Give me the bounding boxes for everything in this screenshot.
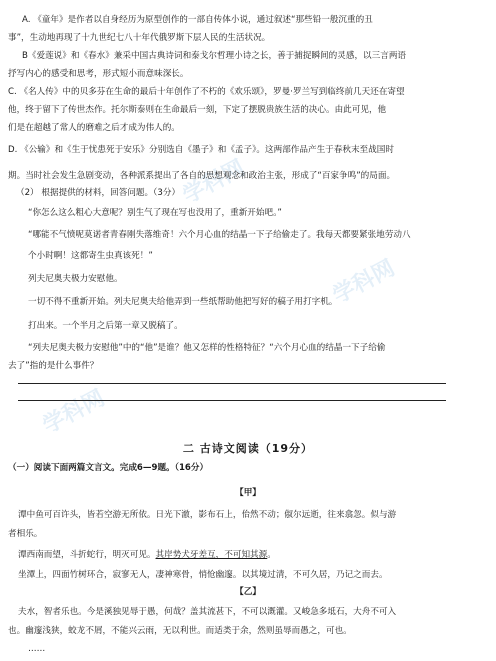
- answer-line[interactable]: [18, 400, 446, 401]
- option-d-line2: 期。当时社会发生急剧变动，各种派系提出了各自的思想观念和政治主张，形成了“百家争鸣”的局面。: [8, 171, 396, 181]
- section-subtitle: （一）阅读下面两篇文言文。完成6—9题。（16分）: [8, 463, 209, 473]
- watermark: 学科网: [38, 385, 109, 439]
- option-a-line1: A. 《童年》是作者以自身经历为原型创作的一部自传体小说，通过叙述“那些铅一般沉重的丑: [22, 15, 373, 25]
- classical-text-line: 也。幽邃浅狭，蛟龙不屑，不能兴云雨，无以利世。而适类于余，然则虽辱而愚之，可也。: [8, 626, 352, 636]
- option-b-line1: B《爱莲说》和《春水》兼采中国古典诗词和泰戈尔哲理小诗之长，善于捕捉瞬间的灵感，以三言两语: [22, 51, 407, 61]
- passage-label-yi: 【乙】: [235, 587, 261, 597]
- passage-line: 一切不得不重新开始。列夫尼奥夫给他弄到一些纸帮助他把写好的稿子用打字机。: [28, 297, 338, 307]
- passage-line: 列夫尼奥夫极力安慰他。: [28, 274, 123, 284]
- classical-text-segment: 。: [267, 550, 276, 560]
- section-title: 二 古诗文阅读（19分）: [182, 442, 314, 455]
- question-prompt: （2） 根据提供的材料，回答问题。（3分）: [16, 188, 181, 198]
- watermark: 学科网: [328, 255, 399, 309]
- passage-label-jia: 【甲】: [235, 488, 261, 498]
- option-d-line1: D. 《公输》和《生于忧患死于安乐》分别选自《墨子》和《孟子》。这两部作品产生于春秋末至战国时: [8, 145, 394, 155]
- classical-text-line: [18, 549, 496, 561]
- option-b-line2: 抒写内心的感受和思考，形式短小而意味深长。: [8, 69, 189, 79]
- classical-text-segment: 潭西南而望，斗折蛇行，明灭可见。: [18, 550, 156, 560]
- passage-line: 打出来。一个半月之后第一章又脱稿了。: [28, 321, 183, 331]
- passage-line: “你怎么这么粗心大意呢？别生气了现在写也没用了，重新开始吧。”: [28, 208, 282, 218]
- classical-text-line: 者相乐。: [8, 529, 43, 539]
- passage-line: 个小时啊！这都寄生虫真该死！”: [28, 251, 153, 261]
- option-c-line1: C. 《名人传》中的贝多芬在生命的最后十年创作了不朽的《欢乐颂》，罗曼·罗兰写到临终前几天还在寄望: [8, 87, 405, 97]
- option-c-line2: 他，终于留下了传世杰作。托尔斯泰则在生命最后一刻，下定了摆脱贵族生活的决心。由此可见，他: [8, 105, 387, 115]
- option-a-line2: 事”，生动地再现了十九世纪七八十年代俄罗斯下层人民的生活状况。: [8, 33, 271, 43]
- option-c-line3: 们是在超越了常人的磨难之后才成为伟人的。: [8, 123, 180, 133]
- classical-text-line: 潭中鱼可百许头，皆若空游无所依。日光下澈，影布石上，佁然不动；俶尔远逝，往来翕忽。似与游: [18, 510, 397, 520]
- classical-text-line: 坐潭上，四面竹树环合，寂寥无人，凄神寒骨，悄怆幽邃。以其境过清，不可久居，乃记之而去。: [18, 570, 388, 580]
- watermark: 学科网: [178, 155, 249, 209]
- question-text: “列夫尼奥夫极力安慰他”中的“他”是谁？他又怎样的性格特征？“六个月心血的结晶一下子给偷: [28, 343, 386, 353]
- underlined-sentence: 其岸势犬牙差互，不可知其源: [155, 550, 268, 560]
- classical-text-line: 夫水，智者乐也。今是溪独见辱于愚，何哉？盖其流甚下，不可以溉灌。又峻急多坻石，大舟不可入: [18, 607, 397, 617]
- answer-line[interactable]: [18, 383, 446, 384]
- question-text: 去了”指的是什么事件？: [8, 361, 99, 371]
- ellipsis: ……: [28, 644, 46, 654]
- passage-line: “哪能不气愤呢莫诺者青春刚失落维奇！六个月心血的结晶一下子给偷走了。我每天都要紧张地劳动八: [28, 230, 411, 240]
